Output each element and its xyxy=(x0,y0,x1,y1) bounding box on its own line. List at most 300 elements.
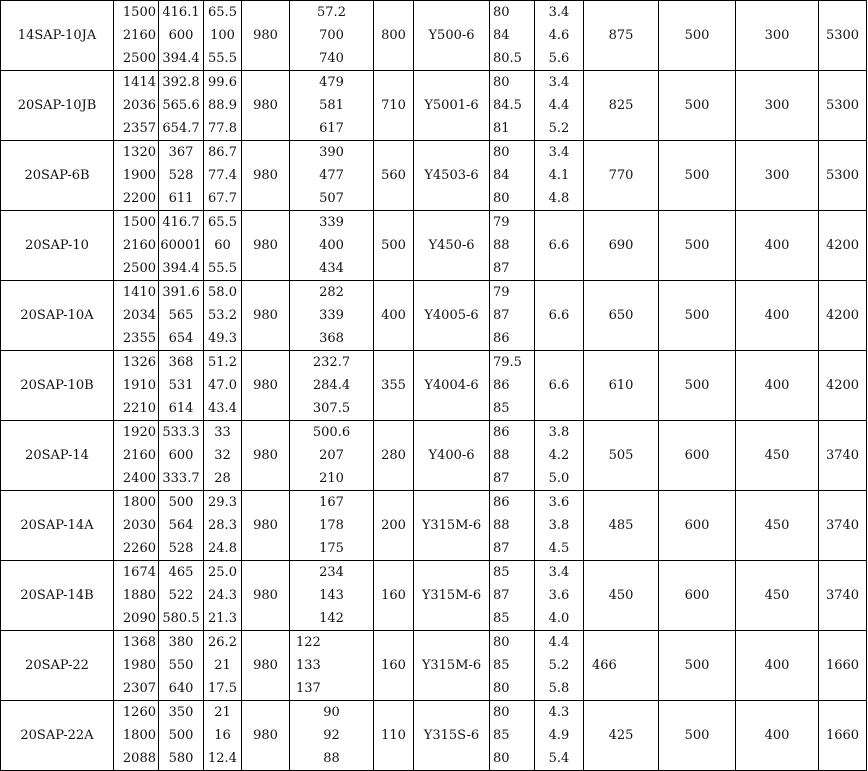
power-cell-value: 133 xyxy=(296,658,321,673)
npsh-cell-value: 5.4 xyxy=(548,751,570,766)
efficiency-cell-value: 80 xyxy=(493,75,510,90)
npsh-cell-value: 3.6 xyxy=(548,495,570,510)
head-cell-value: 28.3 xyxy=(208,518,237,533)
flow2-cell xyxy=(159,211,204,281)
head-cell-value: 77.4 xyxy=(208,168,237,183)
flow2-cell-value: 528 xyxy=(168,541,194,556)
npsh-cell-value: 5.6 xyxy=(548,51,570,66)
npsh-cell xyxy=(535,71,584,141)
efficiency-cell-value: 88 xyxy=(493,448,510,463)
flow-cell-value: 2500 xyxy=(122,261,156,276)
table-row xyxy=(1,631,867,701)
head-cell-value: 21.3 xyxy=(208,611,237,626)
head-cell-value: 26.2 xyxy=(208,635,237,650)
npsh-cell-value: 3.8 xyxy=(548,425,570,440)
model-cell: 20SAP-22A xyxy=(1,701,114,771)
flow-cell-values xyxy=(114,421,158,490)
speed-cell: 980 xyxy=(242,1,290,71)
model-cell: 20SAP-22 xyxy=(1,631,114,701)
flow2-cell-value: 533.3 xyxy=(162,425,200,440)
head-cell-values xyxy=(204,491,241,560)
model-cell: 14SAP-10JA xyxy=(1,1,114,71)
head-cell xyxy=(204,491,242,561)
power-cell-value: 175 xyxy=(319,541,344,556)
flow-cell-values xyxy=(114,71,158,140)
efficiency-cell xyxy=(490,631,535,701)
power-cell-values xyxy=(290,491,373,560)
table-row xyxy=(1,351,867,421)
flow-cell xyxy=(114,701,159,771)
flow-cell-value: 1910 xyxy=(122,378,156,393)
weight-cell: 505 xyxy=(584,421,659,491)
flow2-cell xyxy=(159,561,204,631)
table-row xyxy=(1,211,867,281)
efficiency-cell-values xyxy=(490,421,534,490)
outlet-cell: 450 xyxy=(736,561,819,631)
head-cell-value: 33 xyxy=(214,425,231,440)
flow-cell-value: 1500 xyxy=(122,5,156,20)
total-cell: 4200 xyxy=(819,351,867,421)
npsh-cell-value: 4.5 xyxy=(548,541,570,556)
npsh-cell-value: 4.4 xyxy=(548,635,570,650)
npsh-cell xyxy=(535,141,584,211)
flow2-cell-values xyxy=(159,1,203,70)
flow-cell-values xyxy=(114,631,158,700)
motor-kw-cell: 560 xyxy=(374,141,414,211)
outlet-cell: 300 xyxy=(736,71,819,141)
flow-cell-value: 1410 xyxy=(122,285,156,300)
flow2-cell-value: 550 xyxy=(168,658,194,673)
flow2-cell-value: 611 xyxy=(168,191,194,206)
speed-cell: 980 xyxy=(242,701,290,771)
flow2-cell-values xyxy=(159,561,203,630)
efficiency-cell-values xyxy=(490,491,534,560)
head-cell-value: 17.5 xyxy=(208,681,237,696)
flow-cell-value: 1368 xyxy=(122,635,156,650)
speed-cell: 980 xyxy=(242,421,290,491)
flow2-cell xyxy=(159,351,204,421)
efficiency-cell-value: 87 xyxy=(493,471,510,486)
power-cell-value: 142 xyxy=(319,611,344,626)
flow2-cell-value: 640 xyxy=(168,681,194,696)
head-cell-value: 21 xyxy=(214,705,231,720)
power-cell-value: 178 xyxy=(319,518,344,533)
total-cell: 1660 xyxy=(819,631,867,701)
motor-model-cell: Y315M-6 xyxy=(414,631,490,701)
efficiency-cell xyxy=(490,351,535,421)
flow2-cell-value: 564 xyxy=(168,518,194,533)
flow2-cell-value: 380 xyxy=(168,635,194,650)
head-cell xyxy=(204,421,242,491)
npsh-cell-values xyxy=(535,561,583,630)
npsh-cell xyxy=(535,631,584,701)
head-cell-value: 88.9 xyxy=(208,98,237,113)
efficiency-cell-value: 86 xyxy=(493,331,510,346)
total-cell: 5300 xyxy=(819,1,867,71)
table-row xyxy=(1,71,867,141)
head-cell-value: 53.2 xyxy=(208,308,237,323)
motor-model-cell: Y315S-6 xyxy=(414,701,490,771)
motor-model-cell: Y400-6 xyxy=(414,421,490,491)
efficiency-cell-value: 80 xyxy=(493,5,510,20)
npsh-cell-values xyxy=(535,141,583,210)
head-cell-value: 55.5 xyxy=(208,261,237,276)
total-cell: 4200 xyxy=(819,211,867,281)
total-cell: 3740 xyxy=(819,491,867,561)
power-cell-value: 477 xyxy=(319,168,344,183)
power-cell xyxy=(290,1,374,71)
inlet-cell: 500 xyxy=(659,701,736,771)
npsh-cell xyxy=(535,561,584,631)
power-cell-value: 207 xyxy=(319,448,344,463)
head-cell-value: 47.0 xyxy=(208,378,237,393)
head-cell-value: 16 xyxy=(214,728,231,743)
flow2-cell-value: 350 xyxy=(168,705,194,720)
flow2-cell xyxy=(159,141,204,211)
flow-cell-value: 2355 xyxy=(122,331,156,346)
model-cell: 20SAP-10 xyxy=(1,211,114,281)
total-cell: 3740 xyxy=(819,421,867,491)
outlet-cell: 400 xyxy=(736,351,819,421)
power-cell-values xyxy=(290,421,373,490)
flow2-cell-value: 367 xyxy=(168,145,194,160)
power-cell-value: 581 xyxy=(319,98,344,113)
efficiency-cell-value: 84 xyxy=(493,168,510,183)
efficiency-cell-values xyxy=(490,211,534,280)
npsh-cell-value: 4.1 xyxy=(548,168,570,183)
flow2-cell-value: 392.8 xyxy=(162,75,200,90)
table-row xyxy=(1,281,867,351)
power-cell xyxy=(290,141,374,211)
head-cell-values xyxy=(204,141,241,210)
head-cell-value: 86.7 xyxy=(208,145,237,160)
power-cell-value: 400 xyxy=(319,238,344,253)
efficiency-cell-value: 87 xyxy=(493,541,510,556)
outlet-cell: 300 xyxy=(736,1,819,71)
efficiency-cell-values xyxy=(490,281,534,350)
speed-cell: 980 xyxy=(242,351,290,421)
npsh-cell-value: 3.8 xyxy=(548,518,570,533)
power-cell-value: 282 xyxy=(319,285,344,300)
head-cell-value: 100 xyxy=(210,28,235,43)
head-cell-value: 29.3 xyxy=(208,495,237,510)
power-cell-value: 700 xyxy=(319,28,344,43)
head-cell-value: 67.7 xyxy=(208,191,237,206)
flow-cell-value: 2307 xyxy=(122,681,156,696)
head-cell-values xyxy=(204,1,241,70)
flow2-cell-values xyxy=(159,141,203,210)
head-cell-value: 58.0 xyxy=(208,285,237,300)
power-cell xyxy=(290,351,374,421)
power-cell-values xyxy=(290,351,373,420)
power-cell xyxy=(290,281,374,351)
power-cell xyxy=(290,631,374,701)
power-cell xyxy=(290,701,374,771)
flow-cell-values xyxy=(114,281,158,350)
outlet-cell: 400 xyxy=(736,631,819,701)
efficiency-cell-value: 79 xyxy=(493,215,510,230)
flow2-cell xyxy=(159,631,204,701)
motor-model-cell: Y450-6 xyxy=(414,211,490,281)
flow2-cell-values xyxy=(159,631,203,700)
head-cell xyxy=(204,1,242,71)
power-cell-values xyxy=(290,1,373,70)
flow2-cell xyxy=(159,701,204,771)
power-cell-value: 507 xyxy=(319,191,344,206)
table-row xyxy=(1,421,867,491)
head-cell xyxy=(204,71,242,141)
flow-cell xyxy=(114,631,159,701)
flow2-cell-value: 416.7 xyxy=(162,215,200,230)
weight-cell: 690 xyxy=(584,211,659,281)
flow-cell-value: 2500 xyxy=(122,51,156,66)
efficiency-cell xyxy=(490,211,535,281)
power-cell-values xyxy=(290,631,373,700)
head-cell-value: 77.8 xyxy=(208,121,237,136)
flow2-cell-values xyxy=(159,281,203,350)
speed-cell: 980 xyxy=(242,281,290,351)
flow-cell-values xyxy=(114,561,158,630)
npsh-cell-values xyxy=(535,631,583,700)
total-cell: 3740 xyxy=(819,561,867,631)
table-row xyxy=(1,141,867,211)
outlet-cell: 300 xyxy=(736,141,819,211)
motor-kw-cell: 160 xyxy=(374,561,414,631)
power-cell-values xyxy=(290,211,373,280)
flow2-cell-value: 565 xyxy=(168,308,194,323)
power-cell-value: 90 xyxy=(323,705,340,720)
flow-cell xyxy=(114,141,159,211)
motor-kw-cell: 800 xyxy=(374,1,414,71)
flow2-cell-values xyxy=(159,491,203,560)
head-cell-value: 25.0 xyxy=(208,565,237,580)
head-cell-values xyxy=(204,561,241,630)
outlet-cell: 450 xyxy=(736,491,819,561)
motor-model-cell: Y315M-6 xyxy=(414,491,490,561)
npsh-cell-value: 4.9 xyxy=(548,728,570,743)
power-cell-values xyxy=(290,71,373,140)
inlet-cell: 500 xyxy=(659,281,736,351)
npsh-cell xyxy=(535,701,584,771)
npsh-cell-value: 4.0 xyxy=(548,611,570,626)
head-cell-values xyxy=(204,281,241,350)
flow-cell-value: 2160 xyxy=(122,238,156,253)
outlet-cell: 450 xyxy=(736,421,819,491)
flow2-cell-value: 528 xyxy=(168,168,194,183)
flow-cell-value: 2088 xyxy=(122,751,156,766)
total-cell: 5300 xyxy=(819,141,867,211)
flow-cell xyxy=(114,491,159,561)
npsh-cell-values xyxy=(535,701,583,770)
inlet-cell: 500 xyxy=(659,141,736,211)
flow2-cell-value: 465 xyxy=(168,565,194,580)
motor-kw-cell: 710 xyxy=(374,71,414,141)
model-cell: 20SAP-14 xyxy=(1,421,114,491)
efficiency-cell-value: 79.5 xyxy=(493,355,522,370)
power-cell xyxy=(290,561,374,631)
power-cell-value: 232.7 xyxy=(312,355,351,370)
power-cell-value: 57.2 xyxy=(317,5,346,20)
flow2-cell-value: 580 xyxy=(168,751,194,766)
power-cell-value: 234 xyxy=(319,565,344,580)
flow-cell xyxy=(114,561,159,631)
table-row xyxy=(1,701,867,771)
head-cell-value: 12.4 xyxy=(208,751,237,766)
motor-model-cell: Y500-6 xyxy=(414,1,490,71)
flow-cell-value: 2400 xyxy=(122,471,156,486)
efficiency-cell-value: 85 xyxy=(493,565,510,580)
flow2-cell xyxy=(159,281,204,351)
power-cell-value: 122 xyxy=(296,635,321,650)
total-cell: 4200 xyxy=(819,281,867,351)
npsh-cell-values xyxy=(535,71,583,140)
outlet-cell: 400 xyxy=(736,281,819,351)
flow2-cell-value: 333.7 xyxy=(162,471,200,486)
flow-cell xyxy=(114,351,159,421)
power-cell xyxy=(290,491,374,561)
efficiency-cell-value: 88 xyxy=(493,518,510,533)
power-cell-value: 143 xyxy=(319,588,344,603)
head-cell xyxy=(204,631,242,701)
head-cell xyxy=(204,351,242,421)
motor-kw-cell: 200 xyxy=(374,491,414,561)
power-cell-value: 390 xyxy=(319,145,344,160)
flow2-cell-value: 600 xyxy=(168,448,194,463)
head-cell-value: 32 xyxy=(214,448,231,463)
power-cell-value: 434 xyxy=(319,261,344,276)
npsh-cell-value: 5.2 xyxy=(548,121,570,136)
flow2-cell-value: 394.4 xyxy=(162,51,200,66)
efficiency-cell-value: 80 xyxy=(493,191,510,206)
weight-cell: 770 xyxy=(584,141,659,211)
efficiency-cell xyxy=(490,1,535,71)
table-body xyxy=(1,1,867,771)
power-cell-value: 284.4 xyxy=(312,378,351,393)
efficiency-cell-value: 85 xyxy=(493,728,510,743)
efficiency-cell-value: 80 xyxy=(493,681,510,696)
npsh-cell: 6.6 xyxy=(535,211,584,281)
flow2-cell-value: 500 xyxy=(168,728,194,743)
efficiency-cell xyxy=(490,421,535,491)
weight-cell: 466 xyxy=(584,631,659,701)
weight-cell: 485 xyxy=(584,491,659,561)
head-cell-values xyxy=(204,211,241,280)
flow2-cell-value: 614 xyxy=(168,401,194,416)
flow-cell-value: 2036 xyxy=(122,98,156,113)
head-cell-value: 65.5 xyxy=(208,5,237,20)
head-cell-values xyxy=(204,351,241,420)
npsh-cell-value: 3.4 xyxy=(548,145,570,160)
motor-model-cell: Y5001-6 xyxy=(414,71,490,141)
flow-cell-value: 2030 xyxy=(122,518,156,533)
power-cell-values xyxy=(290,141,373,210)
head-cell-value: 60 xyxy=(214,238,231,253)
motor-model-cell: Y4503-6 xyxy=(414,141,490,211)
efficiency-cell-value: 87 xyxy=(493,308,510,323)
npsh-cell: 6.6 xyxy=(535,281,584,351)
efficiency-cell-value: 79 xyxy=(493,285,510,300)
power-cell-value: 167 xyxy=(319,495,344,510)
head-cell-value: 49.3 xyxy=(208,331,237,346)
npsh-cell-value: 3.4 xyxy=(548,75,570,90)
efficiency-cell-values xyxy=(490,631,534,700)
power-cell-value: 740 xyxy=(319,51,344,66)
flow-cell-value: 2357 xyxy=(122,121,156,136)
inlet-cell: 500 xyxy=(659,631,736,701)
head-cell xyxy=(204,141,242,211)
flow-cell-values xyxy=(114,491,158,560)
flow2-cell-value: 60001 xyxy=(160,238,202,253)
flow2-cell-values xyxy=(159,701,203,770)
flow2-cell-value: 580.5 xyxy=(162,611,200,626)
head-cell-value: 24.3 xyxy=(208,588,237,603)
flow-cell-value: 2090 xyxy=(122,611,156,626)
motor-kw-cell: 400 xyxy=(374,281,414,351)
npsh-cell-value: 5.8 xyxy=(548,681,570,696)
total-cell: 1660 xyxy=(819,701,867,771)
speed-cell: 980 xyxy=(242,491,290,561)
flow-cell-value: 1326 xyxy=(122,355,156,370)
flow-cell xyxy=(114,281,159,351)
efficiency-cell-value: 86 xyxy=(493,378,510,393)
head-cell xyxy=(204,561,242,631)
weight-cell: 825 xyxy=(584,71,659,141)
flow-cell-values xyxy=(114,211,158,280)
head-cell-value: 28 xyxy=(214,471,231,486)
inlet-cell: 500 xyxy=(659,211,736,281)
speed-cell: 980 xyxy=(242,211,290,281)
efficiency-cell-values xyxy=(490,701,534,770)
npsh-cell-value: 4.6 xyxy=(548,28,570,43)
flow-cell xyxy=(114,421,159,491)
flow2-cell-values xyxy=(159,71,203,140)
weight-cell: 650 xyxy=(584,281,659,351)
flow-cell-value: 1800 xyxy=(122,495,156,510)
head-cell-value: 43.4 xyxy=(208,401,237,416)
outlet-cell: 400 xyxy=(736,701,819,771)
npsh-cell-value: 3.4 xyxy=(548,565,570,580)
efficiency-cell-value: 80.5 xyxy=(493,51,522,66)
motor-model-cell: Y315M-6 xyxy=(414,561,490,631)
flow-cell-value: 2160 xyxy=(122,448,156,463)
efficiency-cell-value: 80 xyxy=(493,751,510,766)
power-cell-values xyxy=(290,281,373,350)
npsh-cell-values xyxy=(535,491,583,560)
flow-cell-value: 2210 xyxy=(122,401,156,416)
power-cell-value: 210 xyxy=(319,471,344,486)
inlet-cell: 600 xyxy=(659,491,736,561)
flow2-cell-values xyxy=(159,351,203,420)
efficiency-cell-value: 81 xyxy=(493,121,510,136)
weight-cell: 450 xyxy=(584,561,659,631)
motor-kw-cell: 160 xyxy=(374,631,414,701)
inlet-cell: 600 xyxy=(659,561,736,631)
efficiency-cell-value: 86 xyxy=(493,425,510,440)
model-cell: 20SAP-10B xyxy=(1,351,114,421)
flow-cell-value: 2200 xyxy=(122,191,156,206)
power-cell-value: 500.6 xyxy=(312,425,351,440)
power-cell-value: 339 xyxy=(319,215,344,230)
flow-cell-value: 1980 xyxy=(122,658,156,673)
flow-cell-value: 1260 xyxy=(122,705,156,720)
flow2-cell xyxy=(159,1,204,71)
motor-kw-cell: 280 xyxy=(374,421,414,491)
flow-cell-values xyxy=(114,351,158,420)
power-cell xyxy=(290,71,374,141)
efficiency-cell-value: 85 xyxy=(493,658,510,673)
head-cell-values xyxy=(204,631,241,700)
npsh-cell-value: 4.3 xyxy=(548,705,570,720)
